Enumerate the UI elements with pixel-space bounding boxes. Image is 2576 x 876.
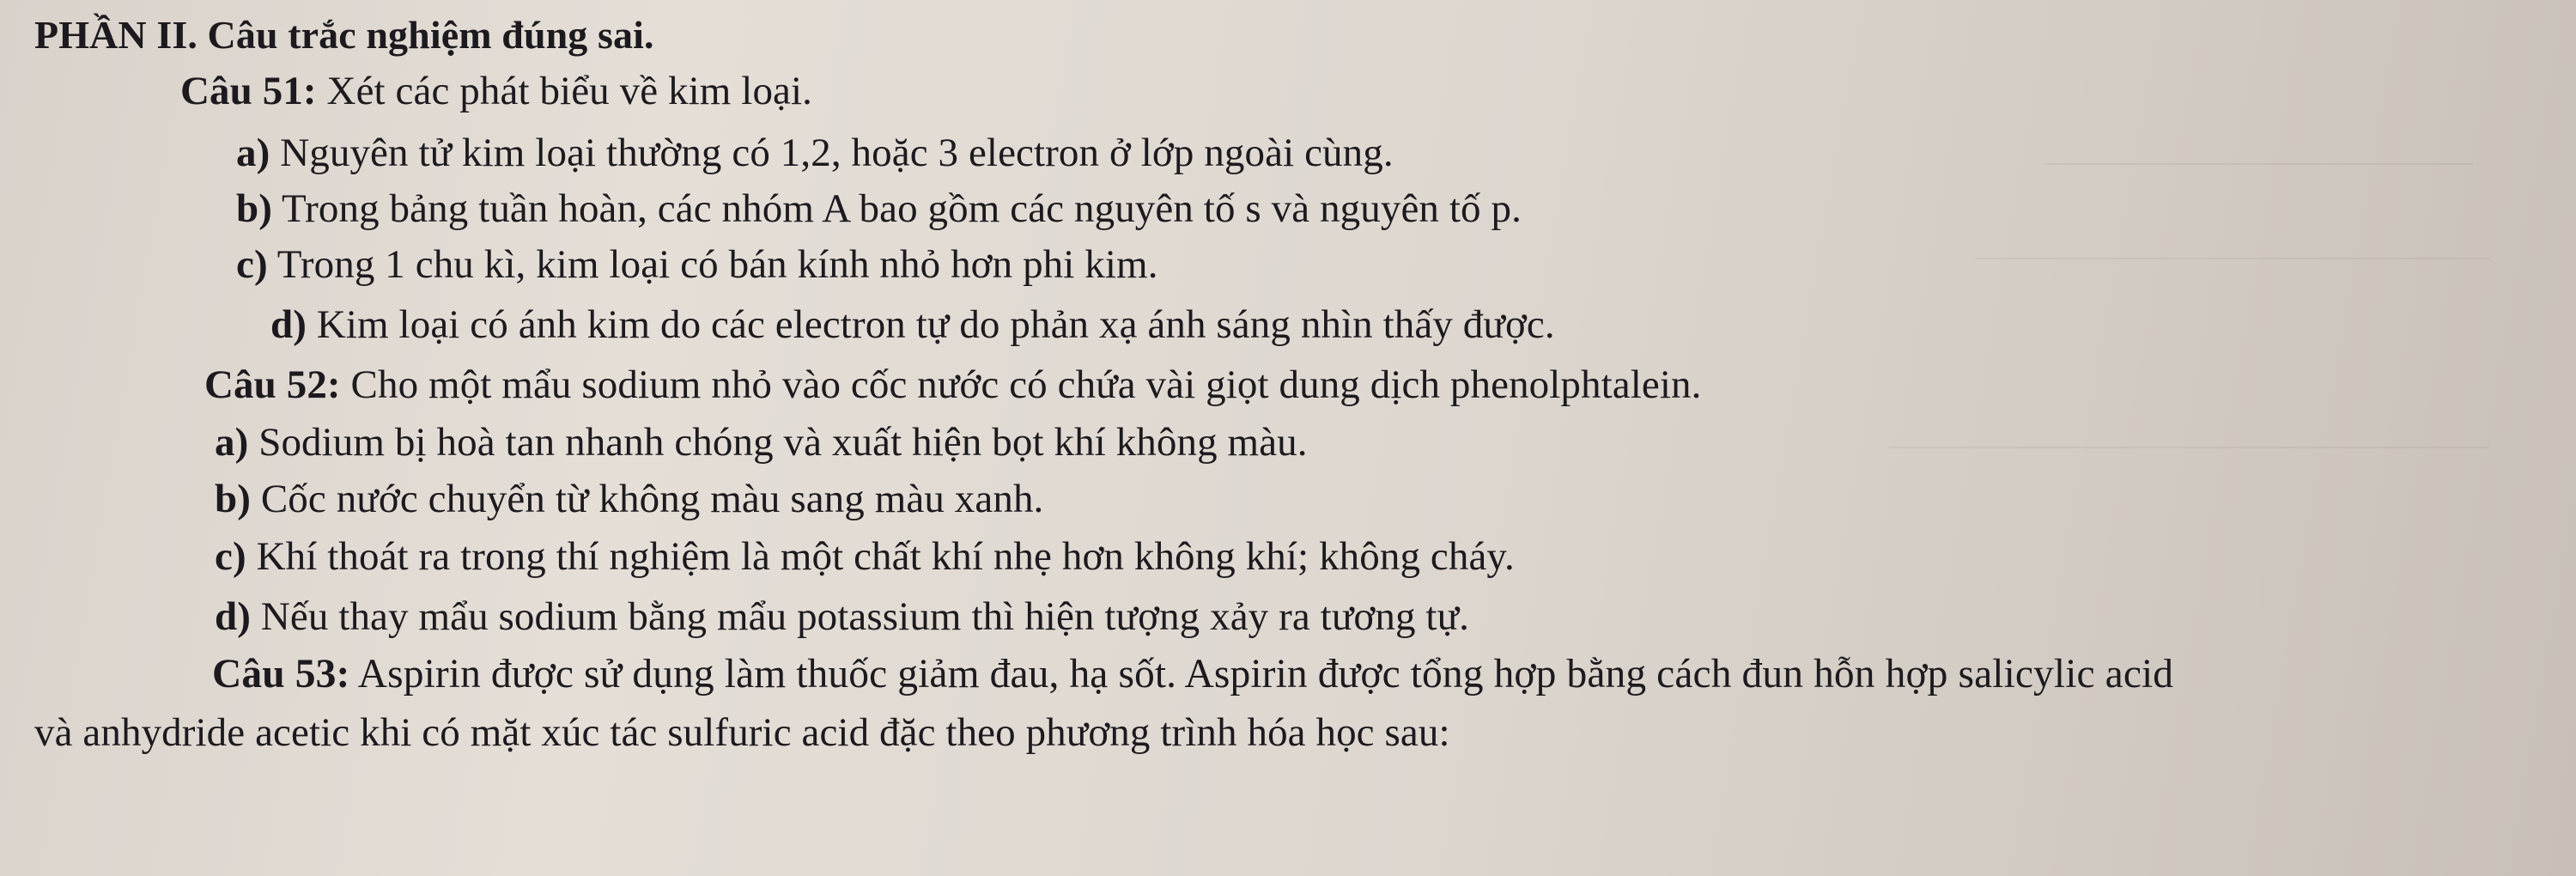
option-text: Trong 1 chu kì, kim loại có bán kính nhỏ hơn phi kim. bbox=[267, 242, 1158, 287]
bleed-through-shadow bbox=[1975, 223, 2490, 259]
option-letter: b) bbox=[215, 477, 251, 521]
question-52-option-c bbox=[215, 534, 1515, 579]
question-text: Cho một mẩu sodium nhỏ vào cốc nước có chứa vài giọt dung dịch phenolphtalein. bbox=[340, 362, 1702, 407]
option-letter: d) bbox=[270, 302, 307, 347]
question-label: Câu 51: bbox=[180, 69, 317, 113]
option-text: Sodium bị hoà tan nhanh chóng và xuất hiện bọt khí không màu. bbox=[248, 420, 1308, 465]
question-label: Câu 52: bbox=[204, 362, 341, 407]
option-letter: c) bbox=[236, 242, 268, 287]
option-text: Nguyên tử kim loại thường có 1,2, hoặc 3 electron ở lớp ngoài cùng. bbox=[270, 131, 1394, 175]
question-51-option-d bbox=[270, 302, 1555, 347]
option-letter: a) bbox=[215, 420, 249, 465]
option-text: Kim loại có ánh kim do các electron tự do phản xạ ánh sáng nhìn thấy được. bbox=[307, 302, 1555, 347]
question-text: Aspirin được sử dụng làm thuốc giảm đau, hạ sốt. Aspirin được tổng hợp bằng cách đun hỗn hợp salicylic acid bbox=[349, 652, 2174, 697]
question-52-option-b bbox=[215, 479, 1043, 520]
question-53-stem-continued: và anhydride acetic khi có mặt xúc tác sulfuric acid đặc theo phương trình hóa học sau: bbox=[34, 710, 1450, 755]
option-letter: c) bbox=[215, 534, 246, 579]
bleed-through-shadow bbox=[1889, 412, 2490, 448]
option-text: Trong bảng tuần hoàn, các nhóm A bao gồm các nguyên tố s và nguyên tố p. bbox=[272, 186, 1522, 231]
question-51-option-a bbox=[236, 133, 1394, 173]
option-text: Nếu thay mẩu sodium bằng mẩu potassium thì hiện tượng xảy ra tương tự. bbox=[251, 594, 1470, 639]
section-title: PHẦN II. Câu trắc nghiệm đúng sai. bbox=[34, 13, 654, 57]
question-52-option-a bbox=[215, 420, 1308, 465]
question-51-option-b bbox=[236, 186, 1522, 231]
option-letter: d) bbox=[215, 594, 251, 639]
question-51-option-c bbox=[236, 242, 1158, 287]
option-letter: b) bbox=[236, 186, 272, 231]
question-text: Xét các phát biểu về kim loại. bbox=[316, 69, 813, 113]
option-text: Khí thoát ra trong thí nghiệm là một chất khí nhẹ hơn không khí; không cháy. bbox=[246, 534, 1515, 579]
question-52-stem bbox=[204, 362, 1702, 407]
question-52-option-d bbox=[215, 594, 1470, 639]
option-text: Cốc nước chuyển từ không màu sang màu xanh. bbox=[251, 477, 1044, 521]
question-label: Câu 53: bbox=[212, 652, 350, 697]
question-51-stem bbox=[180, 71, 812, 112]
question-53-stem bbox=[212, 654, 2173, 696]
bleed-through-shadow bbox=[2044, 129, 2473, 165]
option-letter: a) bbox=[236, 131, 270, 175]
